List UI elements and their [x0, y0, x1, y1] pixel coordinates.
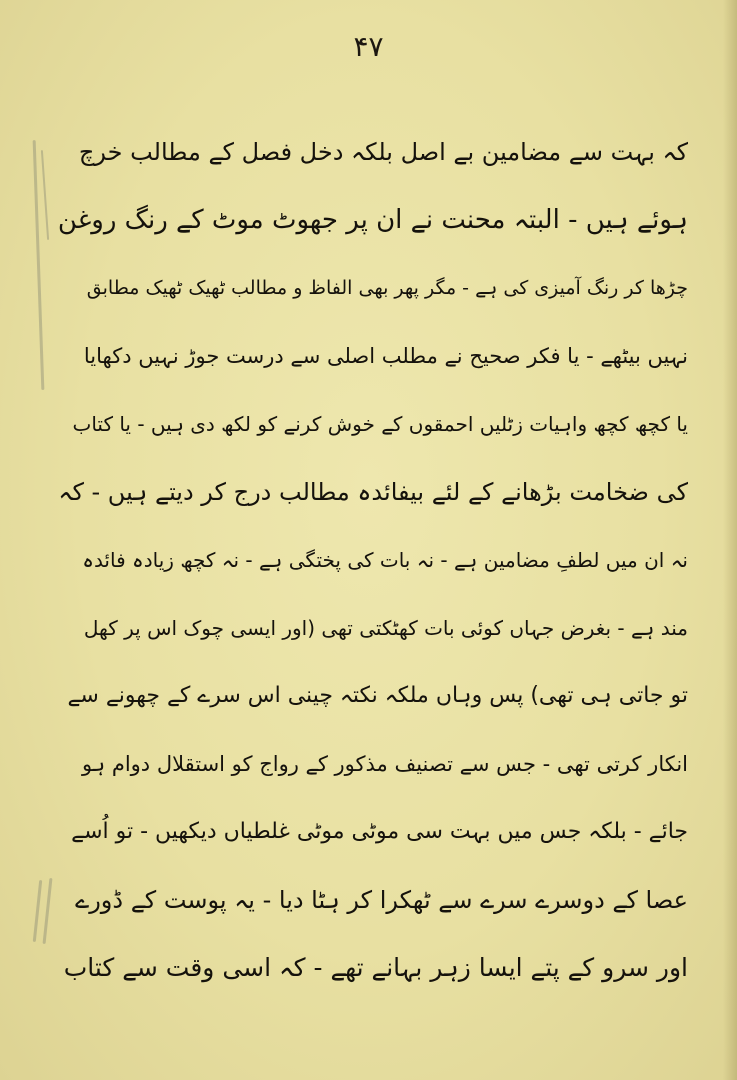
text-line: چڑھا کر رنگ آمیزی کی ہے - مگر پھر بھی الفاظ و مطالب ٹھیک ٹھیک مطابق: [86, 277, 688, 299]
text-line: جائے - بلکہ جس میں بہت سی موٹی موٹی غلطیاں دیکھیں - تو اُسے: [71, 819, 688, 844]
text-line: نہ ان میں لطفِ مضامین ہے - نہ بات کی پختگی ہے - نہ کچھ زیادہ فائدہ: [82, 548, 688, 572]
pencil-margin-mark: [43, 878, 53, 944]
text-line: کہ بہت سے مضامین بے اصل بلکہ دخل فصل کے مطالب خرچ: [78, 138, 688, 166]
page-number: ۴۷: [353, 30, 384, 63]
text-line: تو جاتی ہی تھی) پس وہاں ملکہ نکتہ چینی اس سرے کے چھونے سے: [67, 683, 688, 708]
text-line: ہوئے ہیں - البتہ محنت نے ان پر جھوٹ موٹ کے رنگ روغن: [58, 205, 688, 235]
text-line: یا کچھ کچھ واہیات زٹلیں احمقوں کے خوش کرنے کو لکھ دی ہیں - یا کتاب: [72, 412, 688, 436]
page-edge-shadow: [723, 0, 737, 1080]
pencil-margin-mark: [41, 150, 49, 240]
pencil-margin-mark: [33, 880, 42, 942]
text-line: انکار کرتی تھی - جس سے تصنیف مذکور کے رواج کو استقلال دوام ہو: [82, 752, 688, 776]
text-line: عصا کے دوسرے سرے سے ٹھکرا کر ہٹا دیا - یہ پوست کے ڈورے: [75, 886, 688, 914]
text-line: نہیں بیٹھے - یا فکر صحیح نے مطلب اصلی سے درست جوڑ نہیں دکھایا: [83, 344, 688, 368]
text-line: مند ہے - بغرض جہاں کوئی بات کھٹکتی تھی (اور ایسی چوک اس پر کھل: [83, 616, 688, 640]
text-line: کی ضخامت بڑھانے کے لئے بیفائدہ مطالب درج کر دیتے ہیں - کہ: [58, 478, 688, 506]
body-text: [58, 118, 688, 1002]
text-line: اور سرو کے پتے ایسا زہر بہانے تھے - کہ اسی وقت سے کتاب: [63, 953, 688, 982]
